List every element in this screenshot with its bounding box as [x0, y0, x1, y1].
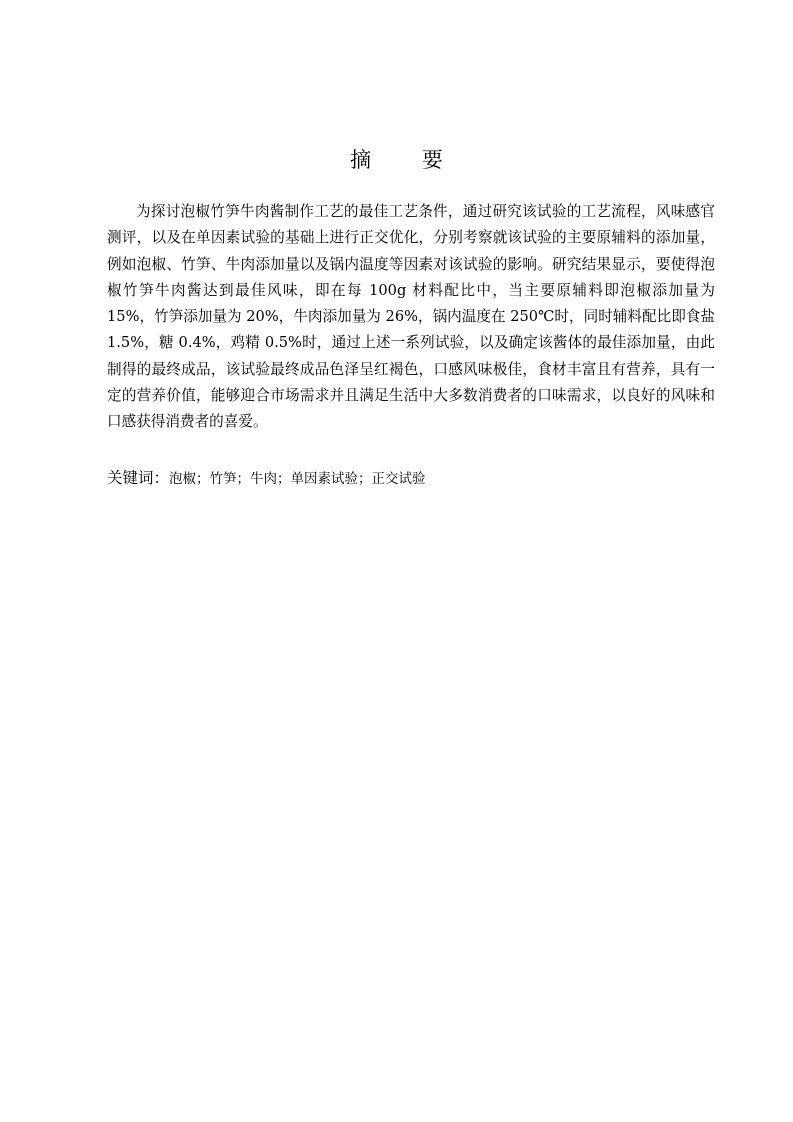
keywords-list: 泡椒；竹笋；牛肉；单因素试验；正交试验 — [169, 471, 426, 487]
keywords-line — [107, 465, 715, 492]
keywords-label: 关键词： — [107, 469, 170, 487]
abstract-paragraph: 为探讨泡椒竹笋牛肉酱制作工艺的最佳工艺条件，通过研究该试验的工艺流程，风味感官测评，以及在单因素试验的基础上进行正交优化，分别考察就该试验的主要原辅料的添加量，例如泡椒、竹笋、牛肉添加量以及锅内温度等因素对该试验的影响。研究结果显示，要使得泡椒竹笋牛肉酱达到最佳风味，即在每 100g 材料配比中，当主要原辅料即泡椒添加量为 15%，竹笋添加量为 20%，牛肉添加量为 26%，锅内温度在 250℃时，同时辅料配比即食盐 1.5%，糖 0.4%，鸡精 0.5%时，通过上述一系列试验，以及确定该酱体的最佳添加量，由此制得的最终成品，该试验最终成品色泽呈红褐色，口感风味极佳，食材丰富且有营养，具有一定的营养价值，能够迎合市场需求并且满足生活中大多数消费者的口味需求，以良好的风味和口感获得消费者的喜爱。 — [107, 203, 715, 431]
abstract-title: 摘 要 — [350, 148, 465, 172]
